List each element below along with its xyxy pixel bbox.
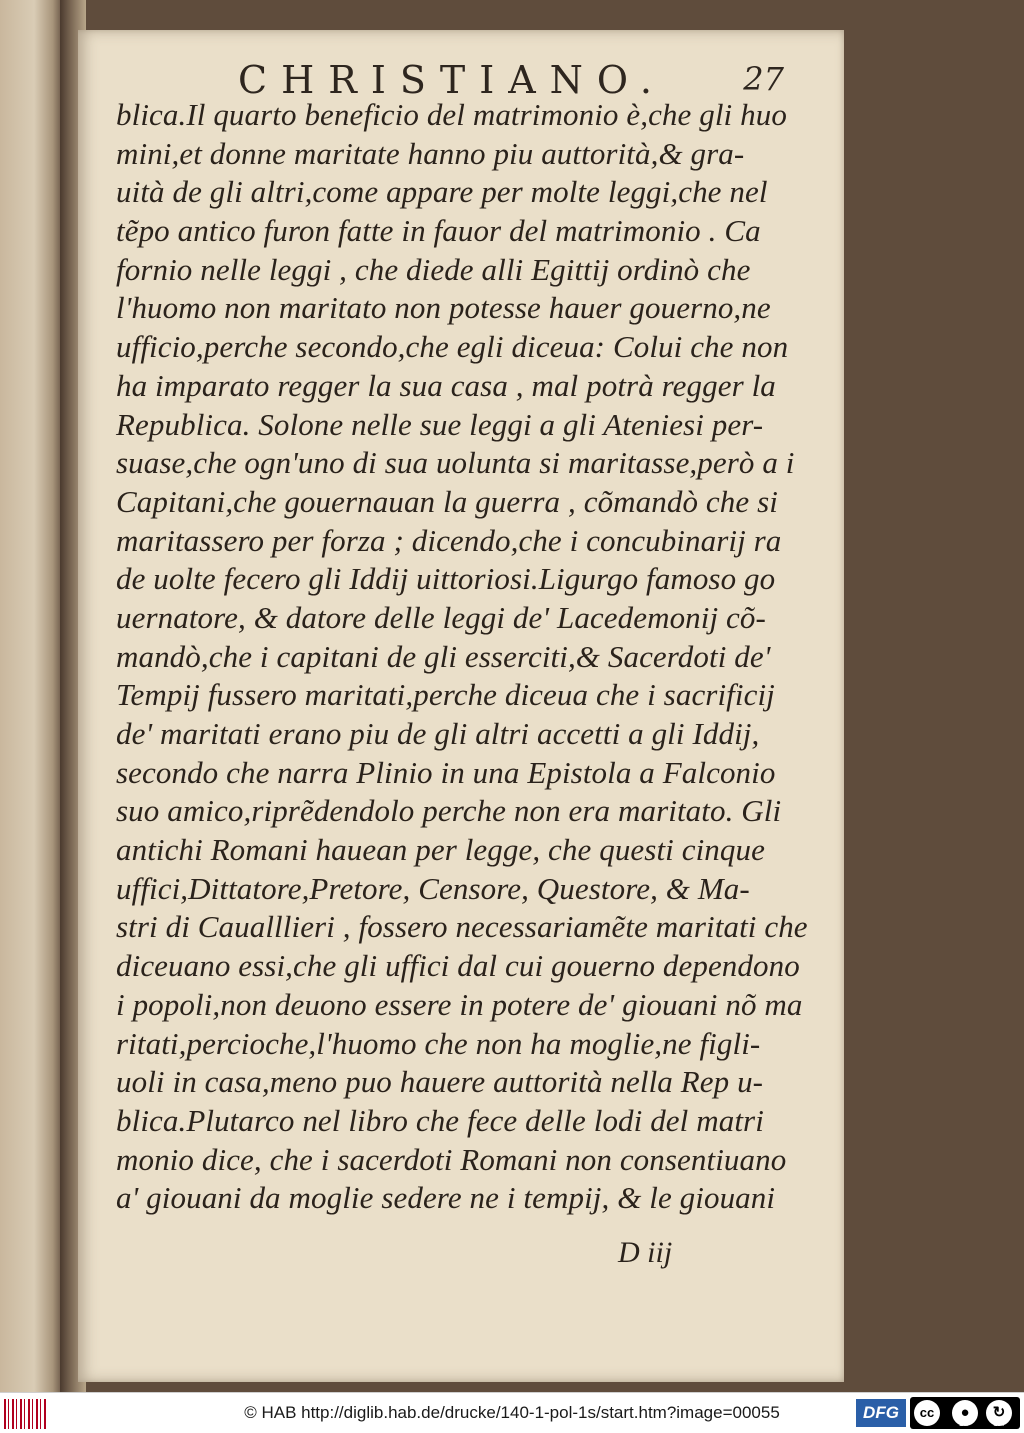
text-line: uità de gli altri,come appare per molte leggi,che nel [116,174,768,210]
text-line: antichi Romani hauean per legge, che questi cinque [116,832,765,868]
text-line: ha imparato regger la sua casa , mal potrà regger la [116,367,776,403]
text-line: blica.Plutarco nel libro che fece delle lodi del matri [116,1102,764,1138]
text-line: ufficio,perche secondo,che egli diceua: Colui che non [116,329,789,365]
by-label: BY [959,1419,970,1428]
text-line: de' maritati erano piu de gli altri accetti a gli Iddij, [116,716,760,751]
copyright-link[interactable]: © HAB http://diglib.hab.de/drucke/140-1-pol-1s/start.htm?image=00055 [244,1403,780,1422]
text-line: uoli in casa,meno puo hauere auttorità nella Rep u- [116,1064,764,1100]
dfg-logo: DFG [856,1399,906,1427]
text-line: a' giouani da moglie sedere ne i tempij, & le giouani [116,1180,776,1216]
share-alike-icon: ↻ [986,1400,1012,1426]
person-icon: ● [952,1400,978,1426]
cc-icon: cc [914,1400,940,1426]
footer-bar [0,1392,1024,1433]
page-body-text [116,96,830,1218]
text-line: i popoli,non deuono essere in potere de' giouani nõ ma [116,986,803,1022]
text-line: monio dice, che i sacerdoti Romani non consentiuano [116,1141,787,1177]
page-number: 27 [743,60,784,98]
text-line: stri di Caualllieri , fossero necessariamẽte maritati che [116,909,808,945]
facing-page-edge [0,0,62,1392]
cc-license-badge[interactable] [910,1397,1020,1429]
running-head: CHRISTIANO. [238,58,666,102]
book-page [78,30,844,1382]
text-line: mandò,che i capitani de gli esserciti,& Sacerdoti de' [116,638,771,674]
text-line: diceuano essi,che gli uffici dal cui gouerno dependono [116,948,800,984]
text-line: l'huomo non maritato non potesse hauer gouerno,ne [116,290,771,326]
text-line: fornio nelle leggi , che diede alli Egittij ordinò che [116,251,751,287]
text-line: de uolte fecero gli Iddij uittoriosi.Ligurgo famoso go [116,561,776,597]
text-line: secondo che narra Plinio in una Epistola a Falconio [116,754,776,790]
text-line: maritassero per forza ; dicendo,che i concubinarij ra [116,522,782,558]
text-line: Tempij fussero maritati,perche diceua che i sacrificij [116,677,775,713]
sa-label: SA [993,1419,1004,1428]
text-line: uffici,Dittatore,Pretore, Censore, Questore, & Ma- [116,870,750,906]
text-line: ritati,percioche,l'huomo che non ha moglie,ne figli- [116,1025,761,1061]
text-line: tẽpo antico furon fatte in fauor del matrimonio . Ca [116,213,761,249]
text-line: suase,che ogn'uno di sua uolunta si maritasse,però a i [116,445,795,481]
text-line: uernatore, & datore delle leggi de' Lacedemonij cõ- [116,599,766,635]
text-line: blica.Il quarto beneficio del matrimonio è,che gli huo [116,97,787,132]
text-line: mini,et donne maritate hanno piu auttorità,& gra- [116,135,745,171]
text-line: Capitani,che gouernauan la guerra , cõmandò che si [116,483,778,519]
text-line: Republica. Solone nelle sue leggi a gli Ateniesi per- [116,406,764,442]
text-line: suo amico,riprẽdendolo perche non era maritato. Gli [116,793,782,829]
signature-mark: D iij [618,1236,673,1269]
